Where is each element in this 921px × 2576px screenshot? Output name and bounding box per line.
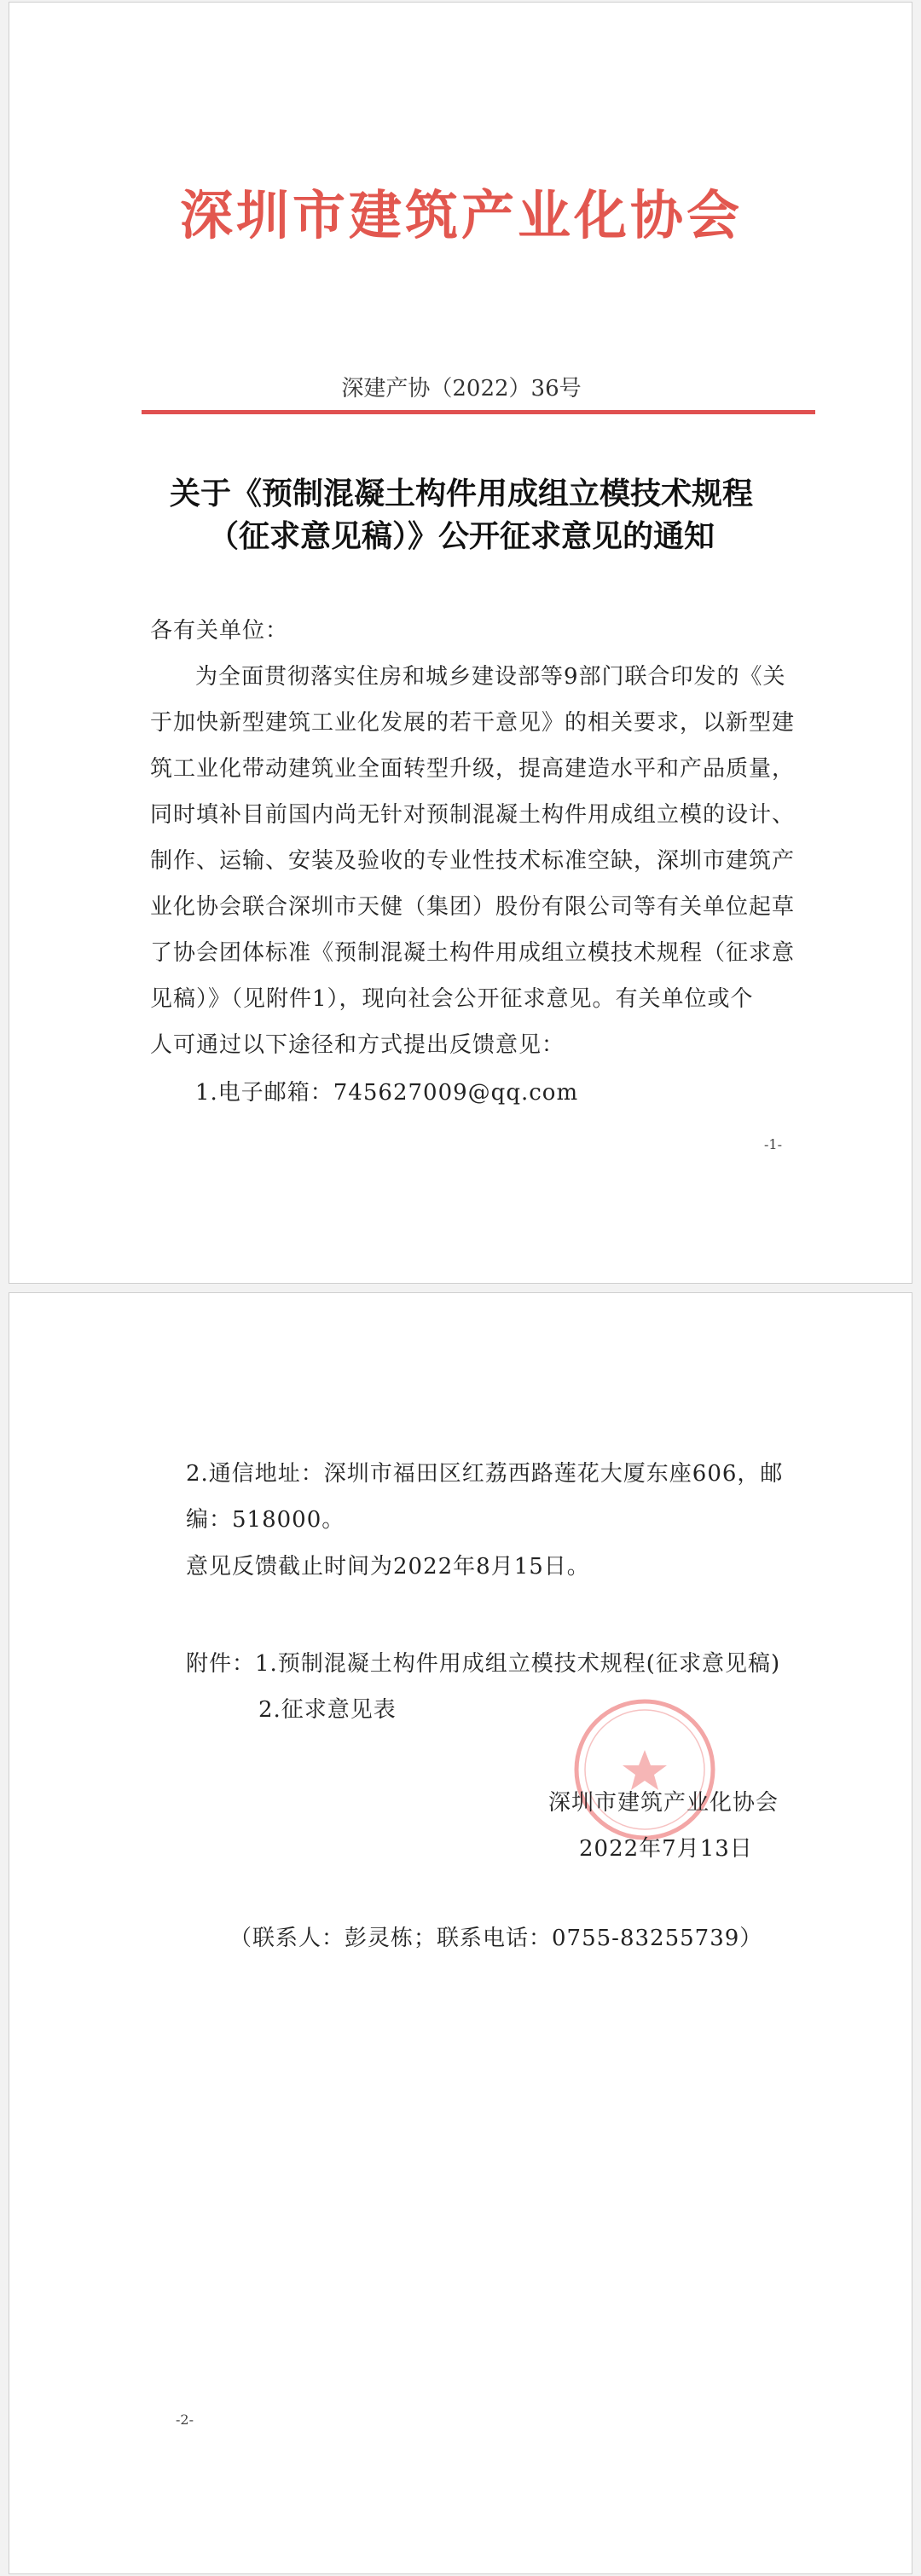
attachment-1: 附件：1.预制混凝土构件用成组立模技术规程(征求意见稿) (186, 1651, 781, 1677)
document-page-1 (9, 2, 912, 1284)
body-paragraph-line: 见稿）》（见附件1），现向社会公开征求意见。有关单位或个 (150, 986, 754, 1012)
organization-header: 深圳市建筑产业化协会 (179, 184, 743, 246)
document-page-2 (9, 1292, 912, 2574)
body-paragraph-line: 同时填补目前国内尚无针对预制混凝土构件用成组立模的设计、 (150, 802, 796, 828)
feedback-item-address: 2.通信地址：深圳市福田区红荔西路莲花大厦东座606，邮 (186, 1461, 784, 1487)
feedback-item-email: 1.电子邮箱：745627009@qq.com (195, 1080, 579, 1106)
page-number: -2- (176, 2411, 194, 2428)
body-paragraph-line: 了协会团体标准《预制混凝土构件用成组立模技术规程（征求意 (150, 940, 796, 966)
body-paragraph-line: 制作、运输、安装及验收的专业性技术标准空缺，深圳市建筑产 (150, 848, 796, 874)
document-title-line-1: 关于《预制混凝土构件用成组立模技术规程 (169, 477, 753, 511)
signature-date: 2022年7月13日 (579, 1836, 753, 1862)
feedback-item-address-cont: 编：518000。 (186, 1507, 345, 1533)
body-paragraph-line: 业化协会联合深圳市天健（集团）股份有限公司等有关单位起草 (150, 894, 796, 920)
document-number: 深建产协（2022）36号 (341, 376, 582, 401)
body-paragraph-line: 人可通过以下途径和方式提出反馈意见： (150, 1032, 565, 1058)
body-paragraph-line: 筑工业化带动建筑业全面转型升级，提高建造水平和产品质量， (150, 756, 796, 782)
contact-info: （联系人：彭灵栋；联系电话：0755-83255739） (229, 1926, 763, 1951)
attachment-2: 2.征求意见表 (258, 1697, 397, 1723)
body-paragraph-line: 为全面贯彻落实住房和城乡建设部等9部门联合印发的《关 (195, 664, 786, 690)
signature-organization: 深圳市建筑产业化协会 (548, 1790, 779, 1816)
document-title-line-2: （征求意见稿）》公开征求意见的通知 (207, 519, 715, 554)
red-divider-line (142, 410, 815, 414)
official-seal-icon (572, 1697, 717, 1842)
salutation: 各有关单位： (150, 618, 289, 644)
body-paragraph-line: 于加快新型建筑工业化发展的若干意见》的相关要求，以新型建 (150, 710, 796, 736)
page-number: -1- (764, 1136, 782, 1152)
feedback-deadline: 意见反馈截止时间为2022年8月15日。 (186, 1554, 590, 1580)
